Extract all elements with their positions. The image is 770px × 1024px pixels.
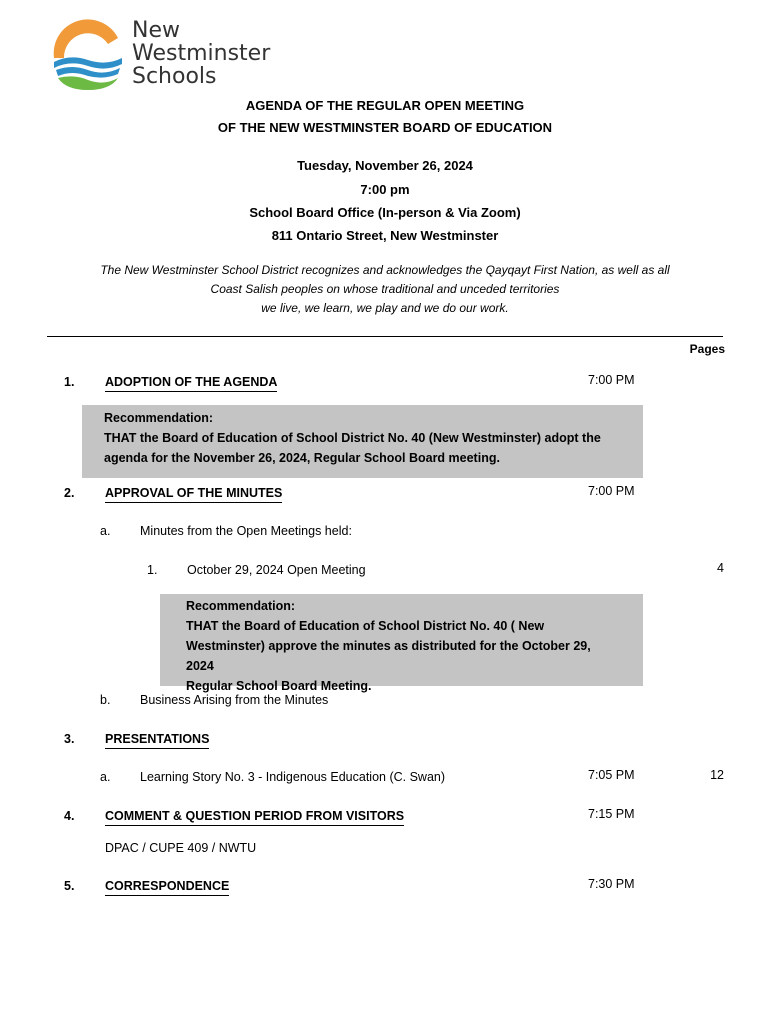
recommendation-label: Recommendation: [186, 599, 296, 613]
item-heading-correspondence: CORRESPONDENCE [105, 879, 229, 896]
item-time: 7:15 PM [588, 807, 635, 821]
recommendation-text: Westminster) approve the minutes as distributed for the October 29, 2024 [186, 639, 591, 673]
agenda-title-line1: AGENDA OF THE REGULAR OPEN MEETING [245, 98, 525, 113]
meeting-time: 7:00 pm [360, 182, 410, 197]
item-time: 7:05 PM [588, 768, 635, 782]
subitem-label: 1. [147, 563, 158, 577]
subitem-label: b. [100, 693, 111, 707]
subitem-text: October 29, 2024 Open Meeting [187, 563, 366, 577]
item-number: 2. [64, 486, 75, 500]
meeting-address: 811 Ontario Street, New Westminster [271, 228, 499, 243]
item-heading-presentations: PRESENTATIONS [105, 732, 209, 749]
recommendation-box [82, 405, 643, 478]
agenda-title-line2: OF THE NEW WESTMINSTER BOARD OF EDUCATION [217, 120, 553, 135]
recommendation-text: THAT the Board of Education of School District No. 40 ( New [186, 619, 545, 633]
meeting-date: Tuesday, November 26, 2024 [297, 158, 473, 173]
land-acknowledgement-line1: The New Westminster School District recognizes and acknowledges the Qayqayt First Nation, as well as all [100, 263, 670, 277]
item-note: DPAC / CUPE 409 / NWTU [105, 841, 257, 855]
item-time: 7:30 PM [588, 877, 635, 891]
logo-text-line3: Schools [132, 64, 217, 89]
item-heading-approval-of-minutes: APPROVAL OF THE MINUTES [105, 486, 282, 503]
recommendation-text: Regular School Board Meeting. [186, 679, 372, 693]
pages-column-header: Pages [689, 342, 725, 356]
logo-text-line1: New [132, 18, 180, 43]
subitem-text: Business Arising from the Minutes [140, 693, 329, 707]
subitem-label: a. [100, 524, 111, 538]
land-acknowledgement-line2: Coast Salish peoples on whose traditional and unceded territories [210, 282, 560, 296]
item-number: 4. [64, 809, 75, 823]
item-number: 3. [64, 732, 75, 746]
subitem-text: Learning Story No. 3 - Indigenous Education (C. Swan) [140, 770, 446, 784]
page-number: 4 [717, 561, 724, 575]
land-acknowledgement-line3: we live, we learn, we play and we do our work. [261, 301, 509, 315]
page-number: 12 [710, 768, 724, 782]
item-time: 7:00 PM [588, 484, 635, 498]
divider [47, 336, 723, 337]
logo-text-line2: Westminster [132, 41, 271, 66]
item-heading-comment-question-period: COMMENT & QUESTION PERIOD FROM VISITORS [105, 809, 404, 826]
subitem-text: Minutes from the Open Meetings held: [140, 524, 352, 538]
item-number: 5. [64, 879, 75, 893]
item-number: 1. [64, 375, 75, 389]
recommendation-label: Recommendation: [104, 411, 214, 425]
recommendation-text: agenda for the November 26, 2024, Regular School Board meeting. [104, 451, 500, 465]
recommendation-box [160, 594, 643, 693]
school-district-logo-icon [48, 18, 128, 90]
item-time: 7:00 PM [588, 373, 635, 387]
subitem-label: a. [100, 770, 111, 784]
item-heading-adoption-of-agenda: ADOPTION OF THE AGENDA [105, 375, 277, 392]
meeting-location: School Board Office (In-person & Via Zoom) [249, 205, 521, 220]
recommendation-text: THAT the Board of Education of School District No. 40 (New Westminster) adopt the [104, 431, 601, 445]
